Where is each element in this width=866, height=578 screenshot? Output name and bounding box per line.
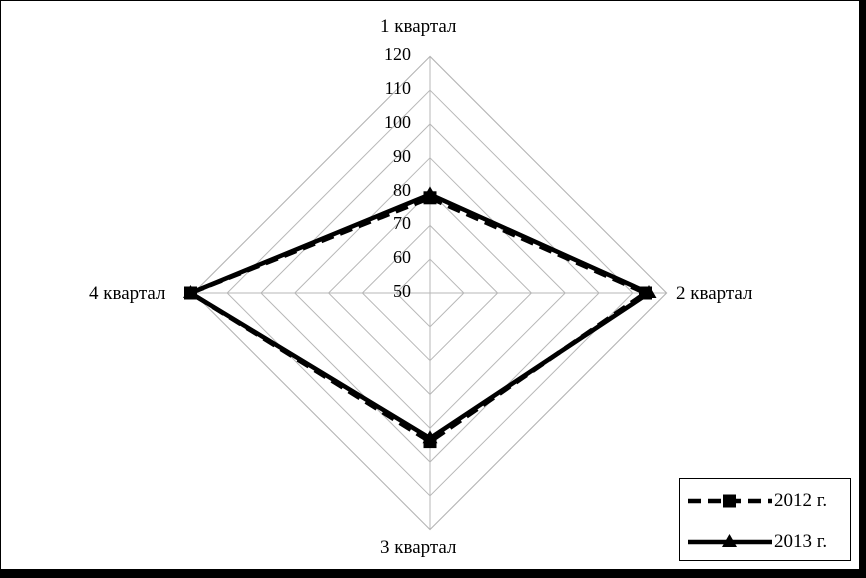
series-2012 <box>191 198 646 442</box>
tick-label-70: 70 <box>393 213 411 233</box>
axis-label-quarter-3: 3 квартал <box>380 537 457 558</box>
radar-axes <box>193 56 666 529</box>
tick-label-60: 60 <box>393 247 411 267</box>
axis-label-quarter-1: 1 квартал <box>380 16 457 37</box>
chart-legend <box>679 478 851 561</box>
legend-swatch-solid <box>686 530 774 554</box>
axis-label-quarter-2: 2 квартал <box>676 283 753 304</box>
tick-label-120: 120 <box>384 44 411 64</box>
legend-label-2013: 2013 г. <box>774 530 828 552</box>
legend-item-2012[interactable] <box>680 480 850 521</box>
series-2013-markers <box>183 186 657 443</box>
tick-label-90: 90 <box>393 146 411 166</box>
legend-label-2012: 2012 г. <box>774 489 828 511</box>
tick-label-50: 50 <box>393 281 411 301</box>
axis-label-quarter-4: 4 квартал <box>89 283 166 304</box>
legend-item-2013[interactable] <box>680 521 850 562</box>
tick-label-80: 80 <box>393 180 411 200</box>
legend-swatch-dashed <box>686 489 774 513</box>
tick-label-110: 110 <box>384 78 411 98</box>
tick-label-100: 100 <box>384 112 411 132</box>
